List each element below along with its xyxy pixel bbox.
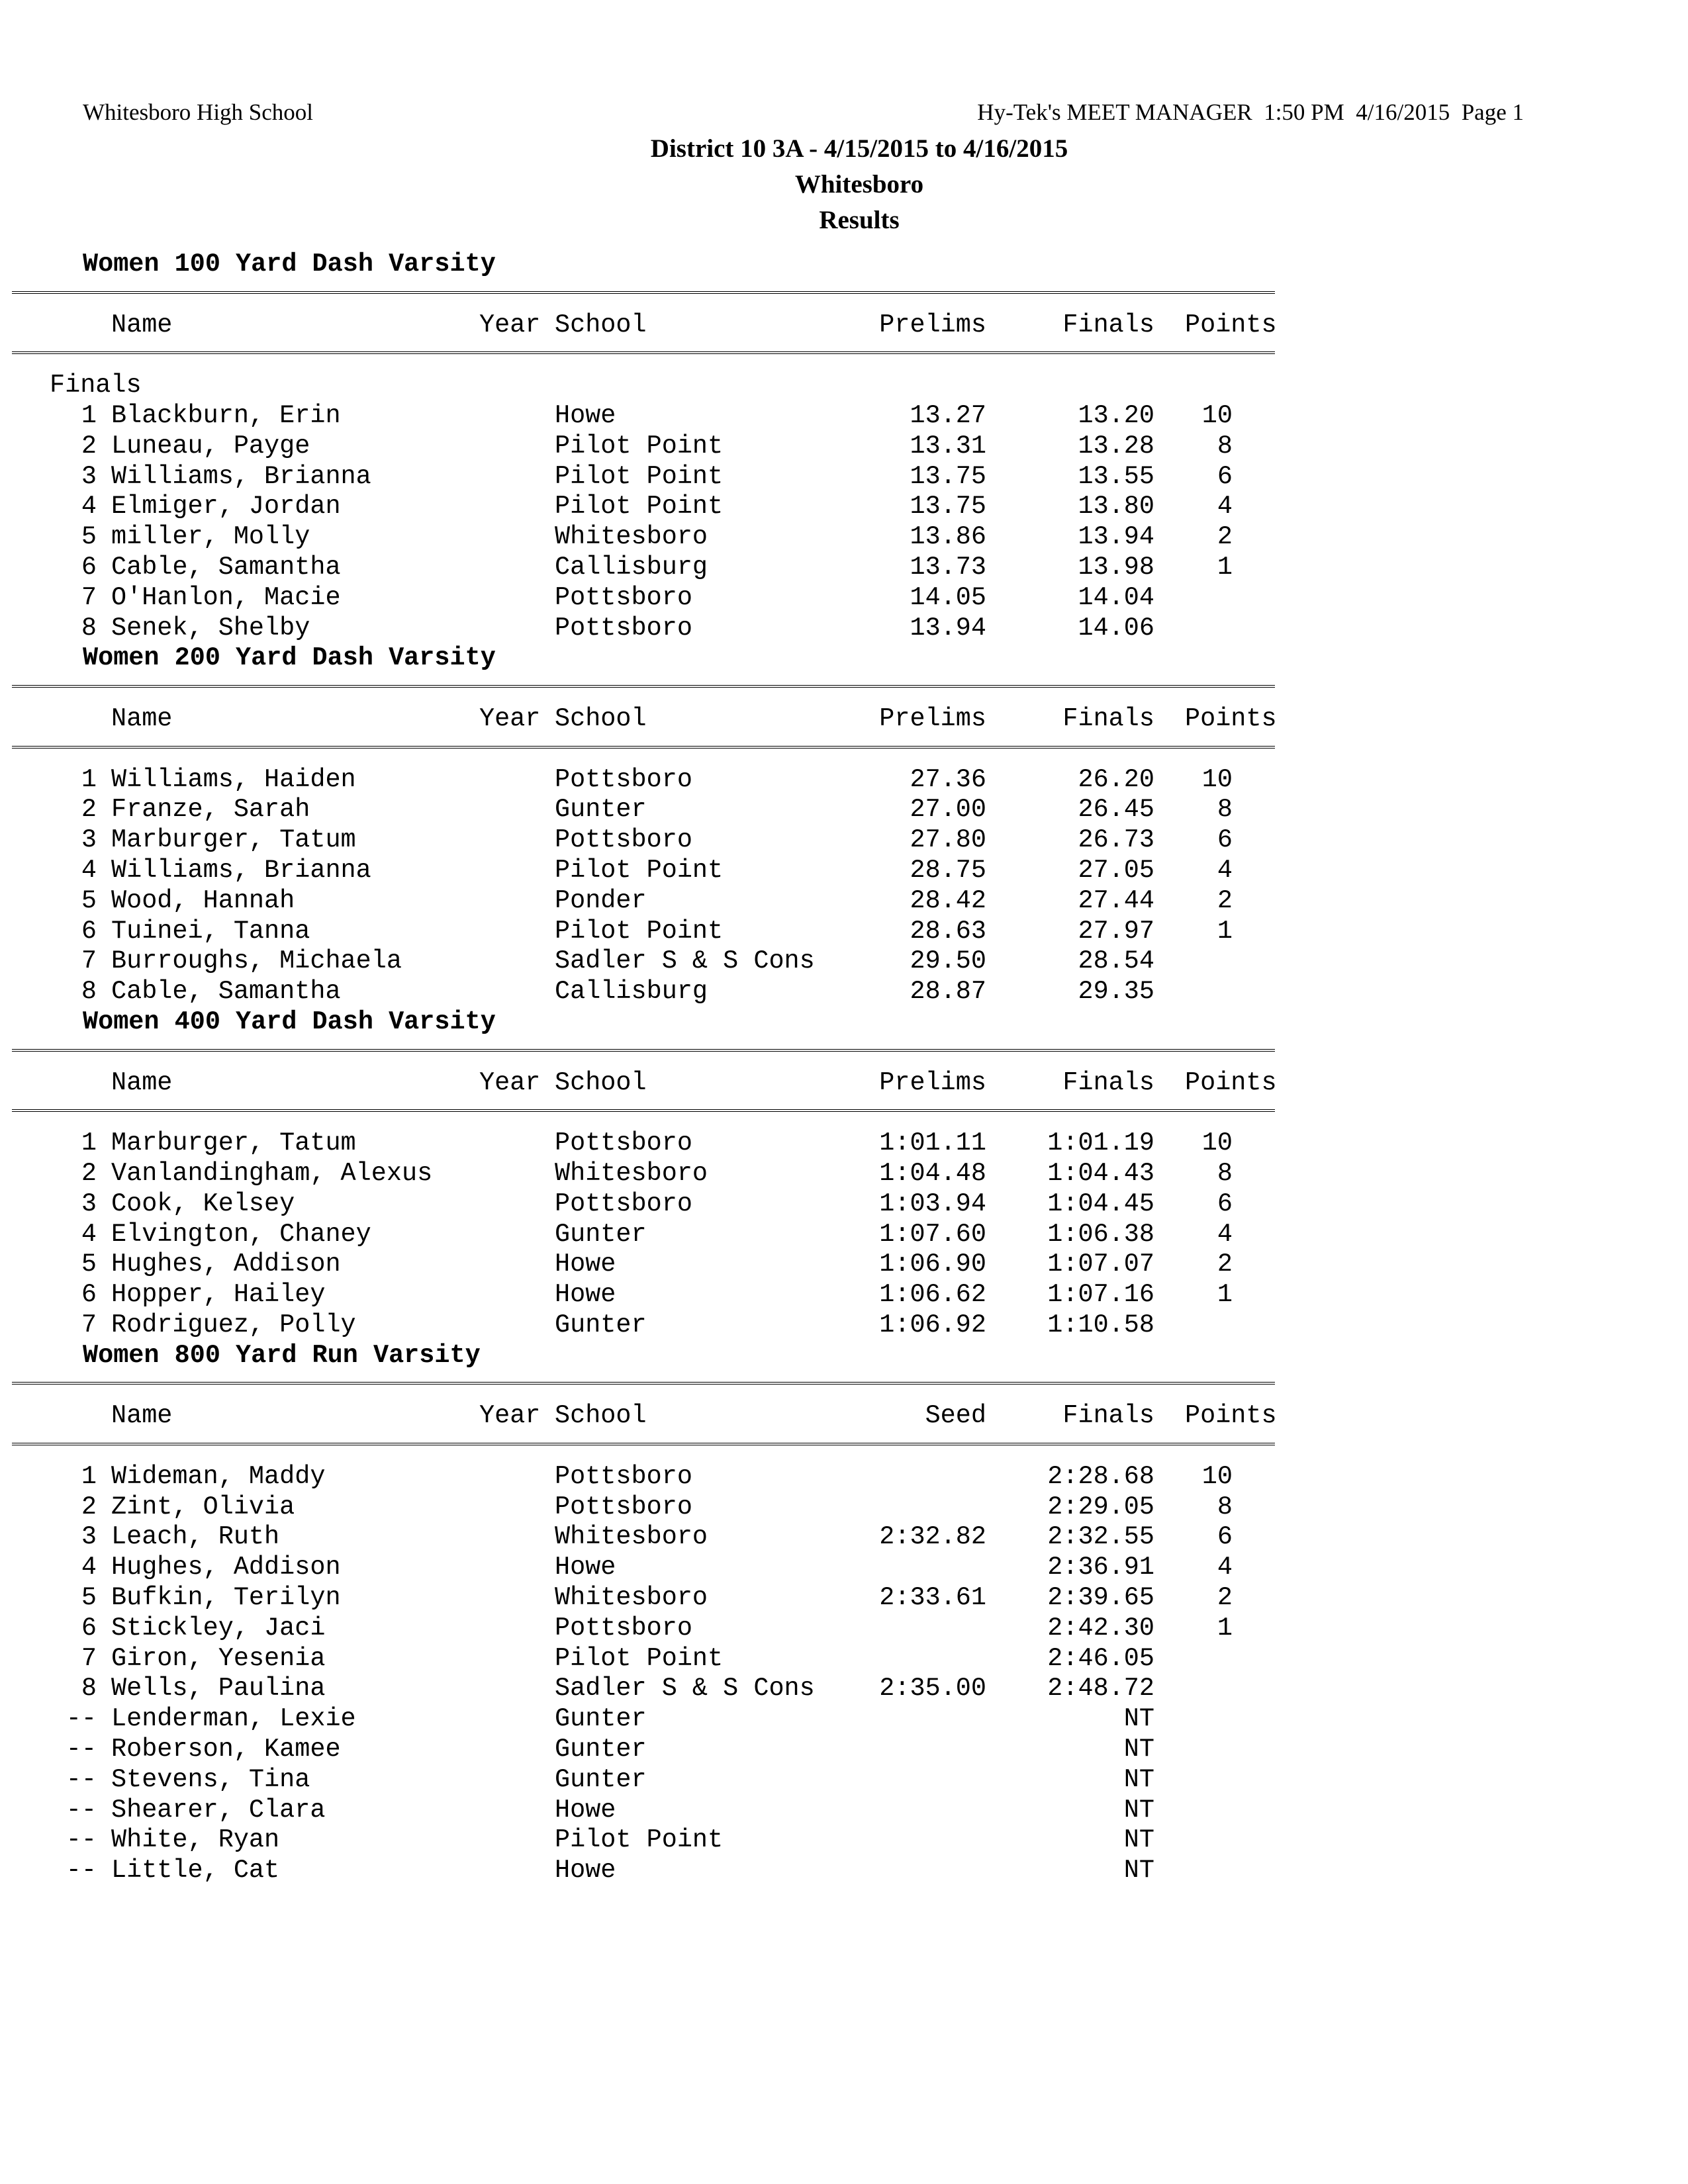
finals-mark: 14.06 [1078, 613, 1154, 643]
mark: 13.94 [910, 613, 986, 643]
place: 1 [81, 400, 97, 430]
finals-mark: 13.94 [1078, 522, 1154, 552]
athlete-name: Roberson, Kamee [111, 1735, 341, 1764]
separator-line [0, 1098, 1688, 1128]
school: Pilot Point [555, 855, 724, 885]
place: 2 [81, 1158, 97, 1188]
athlete-name: Marburger, Tatum [111, 825, 356, 855]
finals-mark: 1:01.19 [1047, 1128, 1154, 1158]
place: 2 [81, 1492, 97, 1522]
finals-mark: 2:42.30 [1047, 1613, 1154, 1643]
athlete-name: Williams, Brianna [111, 855, 371, 885]
athlete-name: Tuinei, Tanna [111, 916, 310, 946]
place: 1 [81, 1128, 97, 1158]
athlete-name: Leach, Ruth [111, 1522, 280, 1552]
result-row [0, 401, 1688, 432]
result-row [0, 795, 1688, 825]
school: Pottsboro [555, 1461, 692, 1491]
mark: 29.50 [910, 946, 986, 976]
place: 7 [81, 1643, 97, 1673]
result-row [0, 886, 1688, 917]
mark: 13.86 [910, 522, 986, 552]
place: 6 [81, 1613, 97, 1643]
school: Gunter [555, 1764, 647, 1794]
result-row [0, 825, 1688, 856]
place: 8 [81, 977, 97, 1007]
school: Whitesboro [555, 1158, 708, 1188]
points: 6 [1217, 1189, 1233, 1218]
meet-location: Whitesboro [794, 170, 924, 199]
result-row [0, 765, 1688, 796]
athlete-name: Marburger, Tatum [111, 1128, 356, 1158]
points: 2 [1217, 522, 1233, 552]
school: Pottsboro [555, 1492, 692, 1522]
athlete-name: Vanlandingham, Alexus [111, 1158, 433, 1188]
place: 3 [81, 461, 97, 491]
place: 2 [81, 431, 97, 461]
place: 4 [81, 492, 97, 522]
place: 3 [81, 825, 97, 855]
place: 4 [81, 1553, 97, 1582]
athlete-name: Stickley, Jaci [111, 1613, 326, 1643]
school: Pottsboro [555, 764, 692, 794]
separator-line [0, 735, 1688, 765]
col-mark-header: Seed [925, 1401, 986, 1431]
school: Howe [555, 1856, 616, 1886]
mark: 28.75 [910, 855, 986, 885]
result-row [0, 522, 1688, 553]
title-block [0, 131, 1688, 238]
finals-mark: 2:39.65 [1047, 1583, 1154, 1613]
finals-mark: 13.98 [1078, 552, 1154, 582]
school: Sadler S & S Cons [555, 946, 815, 976]
athlete-name: Hughes, Addison [111, 1250, 341, 1279]
finals-mark: 2:46.05 [1047, 1643, 1154, 1673]
place: 5 [81, 522, 97, 552]
points: 2 [1217, 1583, 1233, 1613]
place: 6 [81, 552, 97, 582]
place: 4 [81, 855, 97, 885]
points: 10 [1201, 764, 1233, 794]
athlete-name: Cable, Samantha [111, 977, 341, 1007]
double-rule [12, 351, 1275, 362]
points: 6 [1217, 1522, 1233, 1552]
place: 7 [81, 582, 97, 612]
result-row [0, 1189, 1688, 1220]
col-finals-header: Finals [1062, 1401, 1154, 1431]
finals-mark: 27.97 [1078, 916, 1154, 946]
col-school-header: School [555, 1401, 647, 1431]
results-heading: Results [819, 206, 900, 234]
separator-line [0, 340, 1688, 371]
mark: 13.31 [910, 431, 986, 461]
finals-mark: 14.04 [1078, 582, 1154, 612]
points: 10 [1201, 1128, 1233, 1158]
finals-mark: 13.55 [1078, 461, 1154, 491]
event-title: Women 200 Yard Dash Varsity [83, 643, 496, 673]
school: Pilot Point [555, 431, 724, 461]
school: Pottsboro [555, 1613, 692, 1643]
event-section [0, 643, 1688, 1007]
round-label-row [0, 371, 1688, 401]
finals-mark: 28.54 [1078, 946, 1154, 976]
school: Gunter [555, 1219, 647, 1249]
athlete-name: Blackburn, Erin [111, 400, 341, 430]
school: Gunter [555, 1735, 647, 1764]
mark: 28.42 [910, 886, 986, 915]
place: 5 [81, 886, 97, 915]
school: Pilot Point [555, 1825, 724, 1855]
finals-mark: 29.35 [1078, 977, 1154, 1007]
finals-mark: 2:32.55 [1047, 1522, 1154, 1552]
result-row [0, 1856, 1688, 1886]
col-finals-header: Finals [1062, 704, 1154, 733]
col-name-header: Name [111, 1401, 173, 1431]
points: 8 [1217, 431, 1233, 461]
points: 4 [1217, 855, 1233, 885]
mark: 1:04.48 [879, 1158, 986, 1188]
col-points-header: Points [1185, 704, 1277, 733]
points: 1 [1217, 916, 1233, 946]
result-row [0, 614, 1688, 644]
place: -- [66, 1856, 97, 1886]
athlete-name: Elmiger, Jordan [111, 492, 341, 522]
school: Howe [555, 1250, 616, 1279]
finals-mark: NT [1123, 1856, 1154, 1886]
place: -- [66, 1704, 97, 1734]
result-row [0, 1462, 1688, 1492]
double-rule [12, 1109, 1275, 1120]
points: 8 [1217, 1158, 1233, 1188]
finals-mark: NT [1123, 1795, 1154, 1825]
athlete-name: Williams, Brianna [111, 461, 371, 491]
result-row [0, 432, 1688, 462]
place: -- [66, 1735, 97, 1764]
finals-mark: 1:06.38 [1047, 1219, 1154, 1249]
finals-mark: 1:10.58 [1047, 1310, 1154, 1340]
finals-mark: NT [1123, 1764, 1154, 1794]
athlete-name: Little, Cat [111, 1856, 280, 1886]
school: Pottsboro [555, 1128, 692, 1158]
points: 1 [1217, 1613, 1233, 1643]
finals-mark: NT [1123, 1825, 1154, 1855]
column-header-row [0, 1068, 1688, 1099]
place: -- [66, 1795, 97, 1825]
col-mark-header: Prelims [879, 704, 986, 733]
software-stamp: Hy-Tek's MEET MANAGER 1:50 PM 4/16/2015 Page 1 [977, 99, 1524, 125]
school: Pilot Point [555, 461, 724, 491]
column-header-row [0, 1401, 1688, 1432]
event-section [0, 1007, 1688, 1341]
event-section [0, 1341, 1688, 1886]
finals-mark: 1:04.45 [1047, 1189, 1154, 1218]
col-mark-header: Prelims [879, 310, 986, 340]
result-row [0, 1553, 1688, 1583]
double-rule [12, 746, 1275, 756]
athlete-name: Stevens, Tina [111, 1764, 310, 1794]
result-row [0, 583, 1688, 614]
result-row [0, 977, 1688, 1007]
mark: 1:06.90 [879, 1250, 986, 1279]
result-row [0, 1825, 1688, 1856]
school: Whitesboro [555, 1522, 708, 1552]
double-rule [12, 1382, 1275, 1392]
finals-mark: 2:28.68 [1047, 1461, 1154, 1491]
mark: 13.73 [910, 552, 986, 582]
finals-mark: 26.45 [1078, 795, 1154, 825]
double-rule [12, 1049, 1275, 1060]
col-year-header: Year [479, 1401, 541, 1431]
finals-mark: 26.73 [1078, 825, 1154, 855]
athlete-name: Wells, Paulina [111, 1674, 326, 1704]
place: -- [66, 1764, 97, 1794]
result-row [0, 1220, 1688, 1250]
column-header-row [0, 704, 1688, 735]
mark: 1:06.92 [879, 1310, 986, 1340]
athlete-name: Hughes, Addison [111, 1553, 341, 1582]
col-name-header: Name [111, 1068, 173, 1097]
athlete-name: O'Hanlon, Macie [111, 582, 341, 612]
athlete-name: Cable, Samantha [111, 552, 341, 582]
result-row [0, 1644, 1688, 1674]
school: Gunter [555, 1704, 647, 1734]
place: 7 [81, 1310, 97, 1340]
mark: 13.27 [910, 400, 986, 430]
mark: 1:01.11 [879, 1128, 986, 1158]
mark: 28.87 [910, 977, 986, 1007]
col-points-header: Points [1185, 310, 1277, 340]
meet-title: District 10 3A - 4/15/2015 to 4/16/2015 [650, 134, 1068, 163]
place: 2 [81, 795, 97, 825]
mark: 27.36 [910, 764, 986, 794]
result-row [0, 462, 1688, 492]
result-row [0, 1704, 1688, 1735]
separator-line [0, 280, 1688, 310]
school: Callisburg [555, 977, 708, 1007]
separator-line [0, 1038, 1688, 1068]
result-row [0, 1765, 1688, 1796]
col-year-header: Year [479, 1068, 541, 1097]
athlete-name: Hopper, Hailey [111, 1280, 326, 1310]
place: 6 [81, 1280, 97, 1310]
mark: 2:35.00 [879, 1674, 986, 1704]
result-row [0, 917, 1688, 947]
result-row [0, 1159, 1688, 1189]
mark: 1:06.62 [879, 1280, 986, 1310]
result-row [0, 1492, 1688, 1523]
place: 8 [81, 613, 97, 643]
points: 8 [1217, 795, 1233, 825]
col-finals-header: Finals [1062, 310, 1154, 340]
mark: 13.75 [910, 461, 986, 491]
results-list [0, 250, 1688, 1886]
athlete-name: Cook, Kelsey [111, 1189, 295, 1218]
points: 2 [1217, 886, 1233, 915]
points: 1 [1217, 552, 1233, 582]
double-rule [12, 1443, 1275, 1453]
result-row [0, 1128, 1688, 1159]
finals-mark: 1:07.07 [1047, 1250, 1154, 1279]
finals-mark: NT [1123, 1704, 1154, 1734]
mark: 27.80 [910, 825, 986, 855]
mark: 1:07.60 [879, 1219, 986, 1249]
col-points-header: Points [1185, 1401, 1277, 1431]
school: Callisburg [555, 552, 708, 582]
event-title: Women 800 Yard Run Varsity [83, 1340, 481, 1370]
place: 1 [81, 1461, 97, 1491]
school: Pilot Point [555, 916, 724, 946]
col-mark-header: Prelims [879, 1068, 986, 1097]
athlete-name: Franze, Sarah [111, 795, 310, 825]
school: Howe [555, 1280, 616, 1310]
separator-line [0, 674, 1688, 704]
school: Pottsboro [555, 582, 692, 612]
place: 8 [81, 1674, 97, 1704]
result-row [0, 1522, 1688, 1553]
school: Whitesboro [555, 522, 708, 552]
athlete-name: Shearer, Clara [111, 1795, 326, 1825]
round-label: Finals [50, 371, 142, 400]
points: 8 [1217, 1492, 1233, 1522]
athlete-name: Williams, Haiden [111, 764, 356, 794]
result-row [0, 946, 1688, 977]
school: Pilot Point [555, 1643, 724, 1673]
school: Pottsboro [555, 1189, 692, 1218]
athlete-name: Lenderman, Lexie [111, 1704, 356, 1734]
separator-line [0, 1432, 1688, 1462]
school: Pottsboro [555, 825, 692, 855]
place: -- [66, 1825, 97, 1855]
col-year-header: Year [479, 310, 541, 340]
athlete-name: White, Ryan [111, 1825, 280, 1855]
place: 6 [81, 916, 97, 946]
separator-line [0, 1371, 1688, 1401]
school: Pottsboro [555, 613, 692, 643]
place: 5 [81, 1250, 97, 1279]
event-title: Women 400 Yard Dash Varsity [83, 1007, 496, 1036]
finals-mark: 13.80 [1078, 492, 1154, 522]
result-row [0, 1583, 1688, 1614]
athlete-name: Senek, Shelby [111, 613, 310, 643]
athlete-name: Elvington, Chaney [111, 1219, 371, 1249]
school: Gunter [555, 1310, 647, 1340]
col-school-header: School [555, 1068, 647, 1097]
mark: 2:32.82 [879, 1522, 986, 1552]
col-name-header: Name [111, 310, 173, 340]
finals-mark: 13.20 [1078, 400, 1154, 430]
result-row [0, 1735, 1688, 1765]
school-name: Whitesboro High School [83, 99, 314, 125]
points: 4 [1217, 1219, 1233, 1249]
mark: 1:03.94 [879, 1189, 986, 1218]
points: 6 [1217, 825, 1233, 855]
finals-mark: 27.05 [1078, 855, 1154, 885]
athlete-name: Wood, Hannah [111, 886, 295, 915]
result-row [0, 1614, 1688, 1644]
place: 3 [81, 1189, 97, 1218]
result-row [0, 856, 1688, 886]
col-school-header: School [555, 704, 647, 733]
finals-mark: NT [1123, 1735, 1154, 1764]
athlete-name: Bufkin, Terilyn [111, 1583, 341, 1613]
school: Pilot Point [555, 492, 724, 522]
place: 1 [81, 764, 97, 794]
result-row [0, 1796, 1688, 1826]
finals-mark: 2:29.05 [1047, 1492, 1154, 1522]
athlete-name: Giron, Yesenia [111, 1643, 326, 1673]
event-section [0, 250, 1688, 643]
place: 5 [81, 1583, 97, 1613]
athlete-name: Luneau, Payge [111, 431, 310, 461]
mark: 14.05 [910, 582, 986, 612]
result-row [0, 492, 1688, 522]
athlete-name: Zint, Olivia [111, 1492, 295, 1522]
place: 7 [81, 946, 97, 976]
mark: 28.63 [910, 916, 986, 946]
athlete-name: miller, Molly [111, 522, 310, 552]
col-name-header: Name [111, 704, 173, 733]
col-year-header: Year [479, 704, 541, 733]
finals-mark: 2:48.72 [1047, 1674, 1154, 1704]
col-school-header: School [555, 310, 647, 340]
school: Howe [555, 1553, 616, 1582]
school: Whitesboro [555, 1583, 708, 1613]
points: 2 [1217, 1250, 1233, 1279]
event-title: Women 100 Yard Dash Varsity [83, 250, 496, 279]
finals-mark: 13.28 [1078, 431, 1154, 461]
result-row [0, 553, 1688, 583]
points: 1 [1217, 1280, 1233, 1310]
result-row [0, 1310, 1688, 1341]
finals-mark: 1:04.43 [1047, 1158, 1154, 1188]
mark: 13.75 [910, 492, 986, 522]
points: 4 [1217, 492, 1233, 522]
athlete-name: Rodriguez, Polly [111, 1310, 356, 1340]
athlete-name: Wideman, Maddy [111, 1461, 326, 1491]
points: 10 [1201, 400, 1233, 430]
finals-mark: 26.20 [1078, 764, 1154, 794]
school: Gunter [555, 795, 647, 825]
points: 10 [1201, 1461, 1233, 1491]
points: 4 [1217, 1553, 1233, 1582]
school: Ponder [555, 886, 647, 915]
col-finals-header: Finals [1062, 1068, 1154, 1097]
place: 3 [81, 1522, 97, 1552]
double-rule [12, 291, 1275, 302]
mark: 2:33.61 [879, 1583, 986, 1613]
points: 6 [1217, 461, 1233, 491]
place: 4 [81, 1219, 97, 1249]
column-header-row [0, 310, 1688, 341]
result-row [0, 1280, 1688, 1310]
school: Sadler S & S Cons [555, 1674, 815, 1704]
school: Howe [555, 1795, 616, 1825]
double-rule [12, 685, 1275, 696]
finals-mark: 27.44 [1078, 886, 1154, 915]
col-points-header: Points [1185, 1068, 1277, 1097]
athlete-name: Burroughs, Michaela [111, 946, 402, 976]
finals-mark: 1:07.16 [1047, 1280, 1154, 1310]
school: Howe [555, 400, 616, 430]
mark: 27.00 [910, 795, 986, 825]
result-row [0, 1674, 1688, 1704]
finals-mark: 2:36.91 [1047, 1553, 1154, 1582]
result-row [0, 1250, 1688, 1280]
